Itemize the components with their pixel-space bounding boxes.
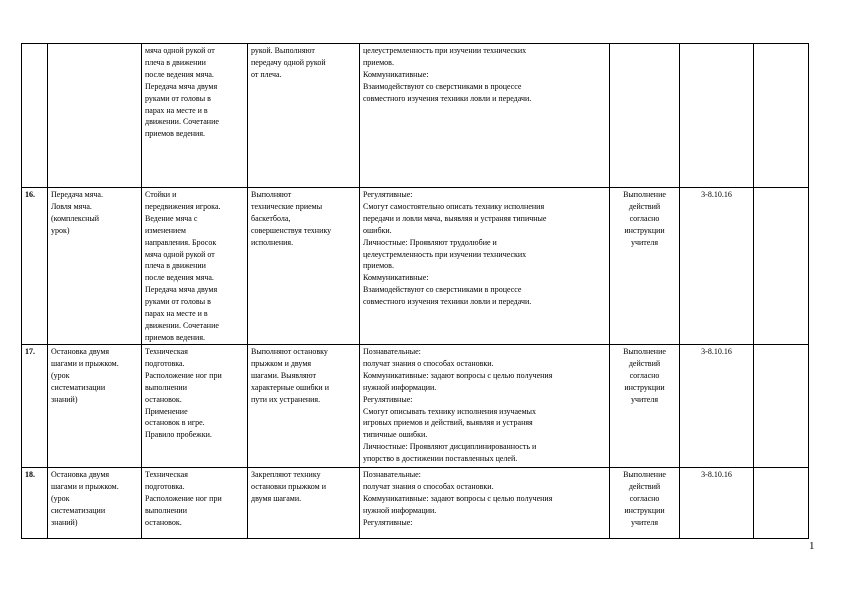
cell-line: Регулятивные: — [363, 394, 413, 404]
cell-line: баскетбола, — [251, 213, 291, 223]
cell-line: после ведения мяча. — [145, 273, 214, 283]
cell-line: исполнения. — [251, 237, 294, 247]
cell-line: действий — [628, 358, 661, 368]
cell-line: нужной информации. — [363, 382, 437, 392]
cell-line: после ведения мяча. — [145, 69, 214, 79]
cell-line: технические приемы — [251, 201, 323, 211]
learning-outcomes-cell — [360, 468, 610, 539]
cell-line: прыжком и двумя — [251, 358, 312, 368]
cell-line: приемов ведения. — [145, 332, 205, 342]
cell-line: Ведение мяча с — [145, 213, 198, 223]
student-activity-cell — [248, 468, 360, 539]
cell-line: Применение — [145, 406, 188, 416]
cell-line: Выполняют остановку — [251, 347, 328, 356]
cell-line: парах на месте и в — [145, 309, 208, 319]
cell-line: знаний) — [51, 394, 78, 404]
cell-line: Передача мяча двумя — [145, 285, 218, 295]
extra-cell — [754, 468, 809, 539]
lesson-number-cell: 17. — [22, 345, 48, 468]
table-body — [22, 44, 809, 539]
cell-line: получат знания о способах остановки. — [363, 481, 494, 491]
cell-line: Выполнение — [623, 190, 666, 199]
cell-line: (комплексный — [51, 213, 100, 223]
cell-line: приемов ведения. — [145, 129, 205, 139]
cell-line: остановки прыжком и — [251, 481, 326, 491]
cell-line: Расположение ног при — [145, 493, 222, 503]
cell-line: действий — [628, 201, 661, 211]
cell-line: согласно — [629, 213, 660, 223]
cell-line: целеустремленность при изучении технических — [363, 249, 527, 259]
cell-line: типичные ошибки. — [363, 430, 428, 440]
cell-line: Коммуникативные: — [363, 273, 429, 283]
cell-line: руками от головы в — [145, 297, 211, 307]
cell-line: остановок в игре. — [145, 418, 205, 428]
cell-line: урок) — [51, 225, 70, 235]
cell-line: Выполнение — [623, 470, 666, 479]
cell-line: парах на месте и в — [145, 105, 208, 115]
cell-line: руками от головы в — [145, 93, 211, 103]
date-cell: 3-8.10.16 — [680, 468, 754, 539]
cell-line: учителя — [630, 517, 659, 527]
cell-line: мяча одной рукой от — [145, 46, 215, 55]
extra-cell — [754, 44, 809, 188]
lesson-number-cell: 16. — [22, 188, 48, 345]
topic-cell — [48, 468, 142, 539]
cell-line: совместного изучения техники ловли и передачи. — [363, 93, 532, 103]
cell-line: Передача мяча. — [51, 190, 103, 199]
cell-line: Познавательные: — [363, 347, 421, 356]
cell-line: от плеча. — [251, 69, 282, 79]
cell-line: Правило пробежки. — [145, 430, 212, 440]
cell-line: движении. Сочетание — [145, 320, 219, 330]
lesson-number-cell — [22, 44, 48, 188]
cell-line: передвижения игрока. — [145, 201, 221, 211]
cell-line: плеча в движении — [145, 261, 206, 271]
student-activity-cell — [248, 345, 360, 468]
extra-cell — [754, 188, 809, 345]
cell-line: Коммуникативные: задают вопросы с целью получения — [363, 493, 553, 503]
extra-cell — [754, 345, 809, 468]
cell-line: Ловля мяча. — [51, 201, 92, 211]
cell-line: учителя — [630, 237, 659, 247]
topic-cell — [48, 345, 142, 468]
date-cell: 3-8.10.16 — [680, 188, 754, 345]
control-type-cell — [610, 345, 680, 468]
cell-line: направления. Бросок — [145, 237, 217, 247]
cell-line: (урок — [51, 493, 70, 503]
content-elements-cell — [142, 468, 248, 539]
cell-line: целеустремленность при изучении технических — [363, 46, 527, 55]
page-number: 1 — [809, 540, 815, 552]
cell-line: подготовка. — [145, 358, 185, 368]
cell-line: Расположение ног при — [145, 370, 222, 380]
cell-line: ошибки. — [363, 225, 392, 235]
control-type-cell — [610, 188, 680, 345]
cell-line: Выполняют — [251, 190, 292, 199]
cell-line: остановок. — [145, 394, 182, 404]
cell-line: Регулятивные: — [363, 517, 413, 527]
content-elements-cell — [142, 188, 248, 345]
cell-line: передачу одной рукой — [251, 57, 326, 67]
cell-line: Познавательные: — [363, 470, 421, 479]
cell-line: подготовка. — [145, 481, 185, 491]
cell-line: Стойки и — [145, 190, 177, 199]
cell-line: упорство в достижении поставленных целей. — [363, 454, 518, 464]
cell-line: Техническая — [145, 470, 188, 479]
cell-line: приемов. — [363, 57, 394, 67]
student-activity-cell — [248, 44, 360, 188]
control-type-cell — [610, 468, 680, 539]
cell-line: приемов. — [363, 261, 394, 271]
cell-line: шагами и прыжком. — [51, 481, 119, 491]
cell-line: выполнении — [145, 505, 187, 515]
cell-line: Личностные: Проявляют дисциплинированность и — [363, 442, 537, 452]
content-elements-cell — [142, 44, 248, 188]
lesson-number-cell: 18. — [22, 468, 48, 539]
cell-line: шагами и прыжком. — [51, 358, 119, 368]
cell-line: согласно — [629, 493, 660, 503]
cell-line: движении. Сочетание — [145, 117, 219, 127]
table-row — [22, 188, 809, 345]
cell-line: совместного изучения техники ловли и передачи. — [363, 297, 532, 307]
cell-line: систематизации — [51, 382, 106, 392]
cell-line: нужной информации. — [363, 505, 437, 515]
table-row — [22, 44, 809, 188]
date-cell: 3-8.10.16 — [680, 345, 754, 468]
cell-line: двумя шагами. — [251, 493, 302, 503]
cell-line: шагами. Выявляют — [251, 370, 316, 380]
cell-line: Остановка двумя — [51, 470, 110, 479]
cell-line: Смогут самостоятельно описать технику исполнения — [363, 201, 545, 211]
cell-line: характерные ошибки и — [251, 382, 329, 392]
student-activity-cell — [248, 188, 360, 345]
cell-line: Смогут описывать технику исполнения изучаемых — [363, 406, 537, 416]
control-type-cell — [610, 44, 680, 188]
cell-line: согласно — [629, 370, 660, 380]
cell-line: инструкции — [624, 382, 665, 392]
cell-line: совершенствуя технику — [251, 225, 332, 235]
cell-line: Регулятивные: — [363, 190, 413, 199]
cell-line: передачи и ловли мяча, выявляя и устраняя типичные — [363, 213, 547, 223]
cell-line: инструкции — [624, 505, 665, 515]
cell-line: Личностные: Проявляют трудолюбие и — [363, 237, 497, 247]
cell-line: систематизации — [51, 505, 106, 515]
cell-line: (урок — [51, 370, 70, 380]
cell-line: плеча в движении — [145, 57, 206, 67]
topic-cell — [48, 188, 142, 345]
cell-line: знаний) — [51, 517, 78, 527]
cell-line: учителя — [630, 394, 659, 404]
learning-outcomes-cell — [360, 44, 610, 188]
table-row — [22, 345, 809, 468]
cell-line: инструкции — [624, 225, 665, 235]
cell-line: пути их устранения. — [251, 394, 321, 404]
table-row — [22, 468, 809, 539]
cell-line: Закрепляют технику — [251, 470, 321, 479]
cell-line: Техническая — [145, 347, 188, 356]
learning-outcomes-cell — [360, 188, 610, 345]
lesson-plan-table — [21, 43, 809, 539]
learning-outcomes-cell — [360, 345, 610, 468]
topic-cell — [48, 44, 142, 188]
cell-line: остановок. — [145, 517, 182, 527]
cell-line: Остановка двумя — [51, 347, 110, 356]
cell-line: рукой. Выполняют — [251, 46, 315, 55]
cell-line: действий — [628, 481, 661, 491]
cell-line: Коммуникативные: — [363, 69, 429, 79]
cell-line: получат знания о способах остановки. — [363, 358, 494, 368]
content-elements-cell — [142, 345, 248, 468]
cell-line: Выполнение — [623, 347, 666, 356]
cell-line: выполнении — [145, 382, 187, 392]
cell-line: изменением — [145, 225, 186, 235]
cell-line: мяча одной рукой от — [145, 249, 215, 259]
cell-line: Передача мяча двумя — [145, 81, 218, 91]
cell-line: Взаимодействуют со сверстниками в процессе — [363, 81, 522, 91]
cell-line: игровых приемов и действий, выявляя и устраняя — [363, 418, 533, 428]
date-cell — [680, 44, 754, 188]
cell-line: Взаимодействуют со сверстниками в процессе — [363, 285, 522, 295]
cell-line: Коммуникативные: задают вопросы с целью получения — [363, 370, 553, 380]
